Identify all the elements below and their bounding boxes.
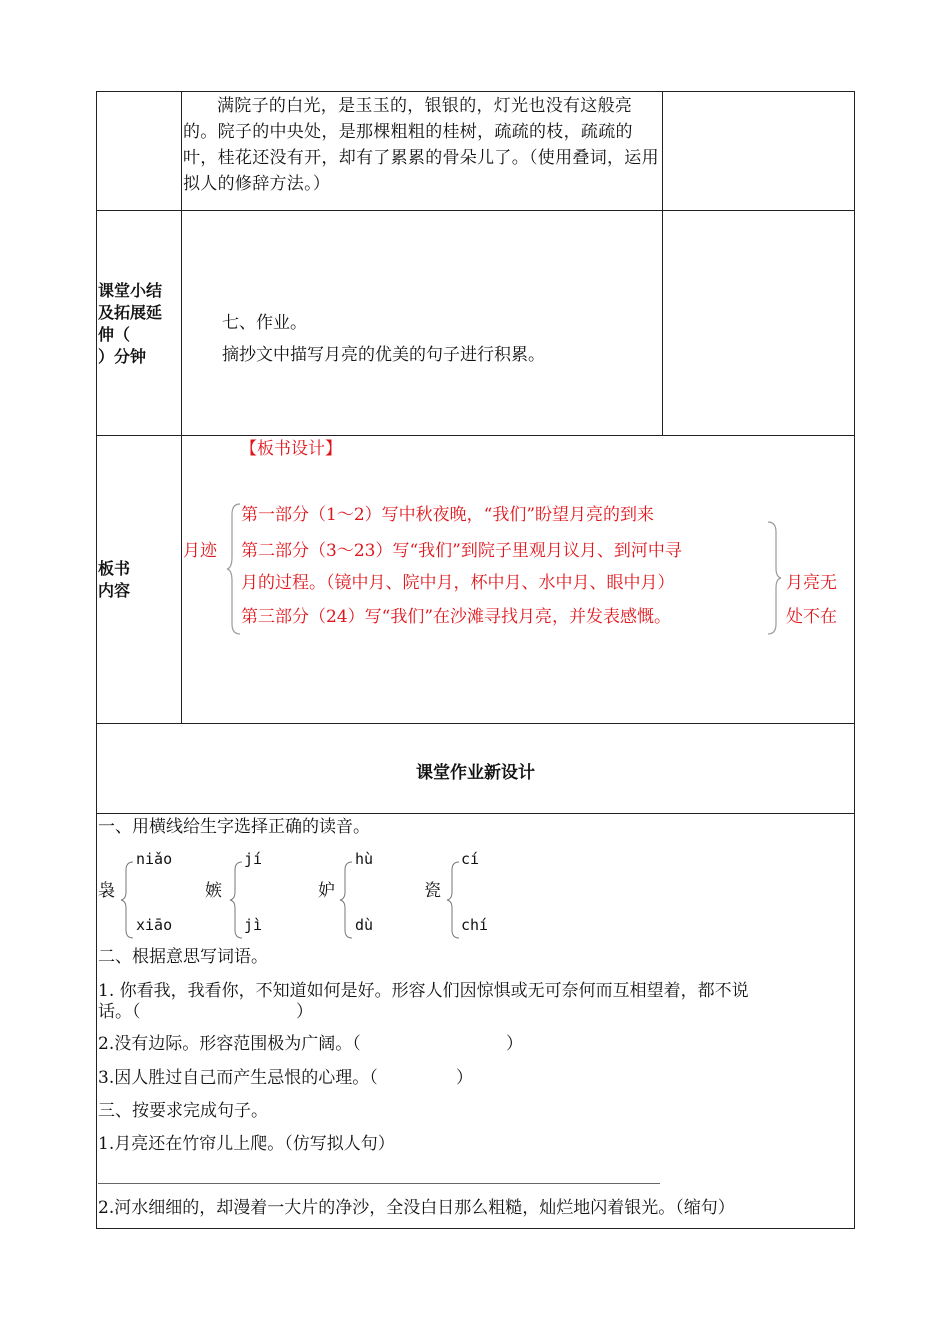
row2-bottom-border xyxy=(96,435,855,436)
char-3-pinyin-top: hù xyxy=(355,850,374,868)
label-column-border xyxy=(181,91,182,724)
board-right-term-line-2: 处不在 xyxy=(786,607,837,627)
row3-label-line-1: 板书 xyxy=(98,559,131,578)
row2-label-line-4: ）分钟 xyxy=(98,347,147,366)
char-3-pinyin-bottom: dù xyxy=(355,916,374,934)
row3-label xyxy=(98,558,180,602)
char-4: 瓷 xyxy=(424,881,441,901)
exercise-section-title: 课堂作业新设计 xyxy=(416,763,535,783)
row1-bottom-border xyxy=(96,210,855,211)
row1-paragraph: 满院子的白光，是玉玉的，银银的，灯光也没有这般亮的。院子的中央处，是那棵粗粗的桂树，疏疏的枝，疏疏的叶，桂花还没有开，却有了累累的骨朵儿了。（使用叠词，运用拟人的修辞方法。） xyxy=(183,96,659,194)
row3-label-line-2: 内容 xyxy=(98,581,131,600)
table-top-border xyxy=(96,91,855,92)
q3-title: 三、按要求完成句子。 xyxy=(98,1101,268,1121)
char-3-brace-icon xyxy=(339,860,353,940)
board-left-term: 月迹 xyxy=(183,541,217,561)
q3-item-1: 1.月亮还在竹帘儿上爬。（仿写拟人句） xyxy=(98,1134,395,1154)
char-2-pinyin-top: jí xyxy=(244,850,263,868)
board-part-1: 第一部分（1～2）写中秋夜晚，“我们”盼望月亮的到来 xyxy=(241,505,655,525)
row3-bottom-border xyxy=(96,723,855,724)
q2-item-2-answer-close[interactable]: ） xyxy=(506,1034,523,1054)
q2-title: 二、根据意思写词语。 xyxy=(98,947,268,967)
board-right-term-line-1: 月亮无 xyxy=(786,573,837,593)
q3-item-1-answer-line[interactable] xyxy=(98,1183,660,1184)
char-4-brace-icon xyxy=(446,860,460,940)
char-1-brace-icon xyxy=(120,860,134,940)
char-4-pinyin-bottom: chí xyxy=(461,916,489,934)
char-2-pinyin-bottom: jì xyxy=(244,916,263,934)
board-part-2: 第二部分（3～23）写“我们”到院子里观月议月、到河中寻 xyxy=(241,541,682,561)
q2-item-3-answer-close[interactable]: ） xyxy=(456,1068,473,1088)
char-1: 袅 xyxy=(98,881,115,901)
q2-item-1-answer-close[interactable]: ） xyxy=(296,1002,313,1022)
row2-label-line-2: 及拓展延 xyxy=(98,303,163,322)
q2-item-3: 3.因人胜过自己而产生忌恨的心理。（ xyxy=(98,1068,378,1088)
homework-title: 七、作业。 xyxy=(222,313,307,333)
char-1-pinyin-top: niǎo xyxy=(136,850,173,868)
table-left-border xyxy=(96,91,97,1229)
char-4-pinyin-top: cí xyxy=(461,850,480,868)
char-1-pinyin-bottom: xiāo xyxy=(136,916,173,934)
table-bottom-border xyxy=(96,1228,855,1229)
table-right-border xyxy=(854,91,855,1229)
char-2: 嫉 xyxy=(205,881,222,901)
notes-column-border xyxy=(662,91,663,436)
board-design-title: 【板书设计】 xyxy=(240,439,342,459)
char-2-brace-icon xyxy=(229,860,243,940)
q3-item-2: 2.河水细细的，却漫着一大片的净沙，全没白日那么粗糙，灿烂地闪着银光。（缩句） xyxy=(98,1198,735,1218)
row2-label-line-1: 课堂小结 xyxy=(98,281,163,300)
q2-item-1-line-1: 1. 你看我，我看你，不知道如何是好。形容人们因惊惧或无可奈何而互相望着，都不说 xyxy=(98,981,749,1001)
homework-text: 摘抄文中描写月亮的优美的句子进行积累。 xyxy=(222,345,545,365)
q1-title: 一、用横线给生字选择正确的读音。 xyxy=(98,817,370,837)
row2-label-line-3: 伸（ xyxy=(98,325,131,344)
right-brace-icon xyxy=(766,520,782,636)
row2-label xyxy=(98,280,180,368)
board-part-3: 第三部分（24）写“我们”在沙滩寻找月亮，并发表感慨。 xyxy=(241,607,672,627)
left-brace-icon xyxy=(226,502,242,636)
board-part-2-cont: 月的过程。（镜中月、院中月，杯中月、水中月、眼中月） xyxy=(241,573,675,593)
q2-item-1-line-2: 话。（ xyxy=(98,1002,141,1022)
char-3: 妒 xyxy=(318,881,335,901)
q2-item-2: 2.没有边际。形容范围极为广阔。（ xyxy=(98,1034,361,1054)
